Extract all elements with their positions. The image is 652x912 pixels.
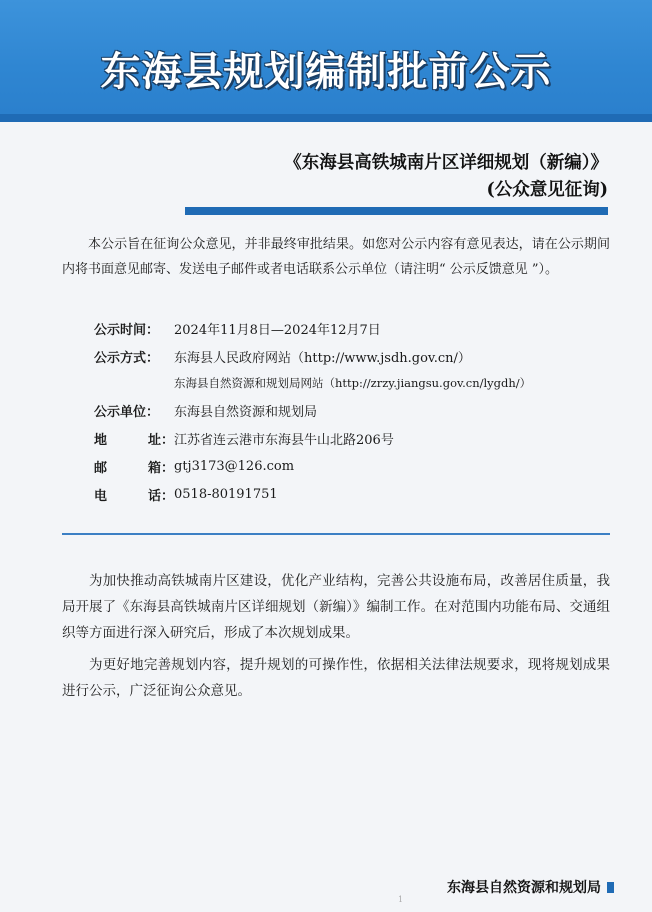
title-accent-bar	[185, 207, 608, 215]
header-banner-underline	[0, 114, 652, 122]
address-label: 地 址：	[94, 432, 174, 448]
info-row-email	[94, 452, 614, 480]
footer-org-name: 东海县自然资源和规划局	[447, 880, 601, 896]
method-value-1[interactable]: 东海县人民政府网站（http://www.jsdh.gov.cn/）	[174, 350, 471, 366]
email-label: 邮 箱：	[94, 460, 174, 476]
notice-info-block	[94, 314, 614, 508]
body-paragraph-2: 为更好地完善规划内容，提升规划的可操作性，依据相关法律法规要求，现将规划成果进行公示，广泛征询公众意见。	[62, 657, 610, 699]
body-paragraph-1: 为加快推动高铁城南片区建设，优化产业结构，完善公共设施布局，改善居住质量，我局开展了《东海县高铁城南片区详细规划（新编）》编制工作。在对范围内功能布局、交通组织等方面进行深入研究后，形成了本次规划成果。	[62, 573, 610, 641]
time-value: 2024年11月8日—2024年12月7日	[174, 322, 381, 338]
address-value: 江苏省连云港市东海县牛山北路206号	[174, 432, 394, 448]
banner-title: 东海县规划编制批前公示	[100, 49, 552, 95]
info-row-time	[94, 314, 614, 342]
section-divider	[62, 533, 610, 535]
info-row-address	[94, 424, 614, 452]
email-value[interactable]: gtj3173@126.com	[174, 458, 295, 474]
intro-paragraph: 本公示旨在征询公众意见，并非最终审批结果。如您对公示内容有意见表达，请在公示期间内将书面意见邮寄、发送电子邮件或者电话联系公示单位（请注明“ 公示反馈意见 ”）。	[62, 237, 610, 277]
method-label: 公示方式：	[94, 350, 160, 366]
footer-square-icon	[607, 882, 614, 893]
info-row-method	[94, 342, 614, 370]
footer-organization	[447, 877, 614, 897]
info-row-unit	[94, 396, 614, 424]
unit-value: 东海县自然资源和规划局	[174, 404, 318, 420]
document-title	[284, 150, 608, 204]
method-value-2[interactable]: 东海县自然资源和规划局网站（http://zrzy.jiangsu.gov.cn/lygdh/）	[174, 376, 532, 390]
time-label: 公示时间：	[94, 322, 160, 338]
info-row-phone	[94, 480, 614, 508]
document-title-line2: (公众意见征询)	[486, 180, 608, 200]
phone-value: 0518-80191751	[174, 486, 278, 502]
body-text	[62, 568, 610, 710]
page-number: 1	[398, 895, 404, 904]
document-title-line1: 《东海县高铁城南片区详细规划（新编）》	[284, 153, 608, 173]
phone-label: 电 话：	[94, 488, 174, 504]
info-row-method-cont	[94, 370, 614, 396]
unit-label: 公示单位：	[94, 404, 160, 420]
